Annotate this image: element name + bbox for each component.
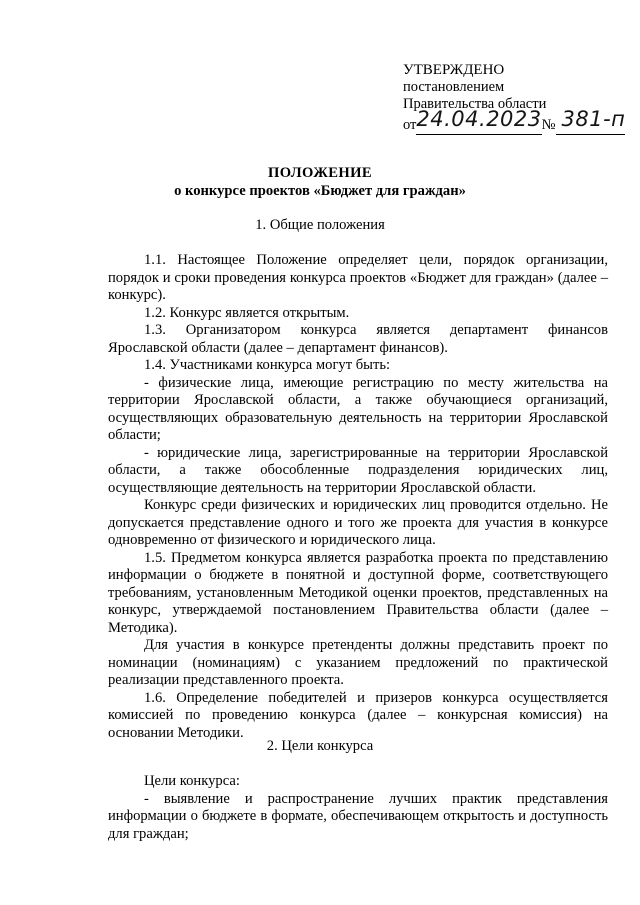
paragraph-participation: Для участия в конкурсе претенденты должны представить проект по номинации (номинациям) с указанием предложений по практической реализации представленного проекта. [108, 637, 608, 688]
section-heading-2: 2. Цели конкурса [266, 738, 374, 754]
approval-authority: Правительства области [403, 96, 547, 112]
section-heading-1: 1. Общие положения [255, 217, 385, 233]
document-subtitle: о конкурсе проектов «Бюджет для граждан» [174, 183, 466, 199]
paragraph-1-6: 1.6. Определение победителей и призеров конкурса осуществляется комиссией по проведению конкурса (далее – конкурсная комиссия) на основании Методики. [108, 689, 608, 741]
paragraph-separate-competition: Конкурс среди физических и юридических лиц проводится отдельно. Не допускается представление одного и того же проекта для участия в конкурсе одновременно от физического и юридического лица. [108, 497, 608, 548]
paragraph-1-5: 1.5. Предметом конкурса является разработка проекта по представлению информации о бюджете в понятной и доступной форме, соответствующего требованиям, установленным Методикой оценки проектов, представленных на конкурс, утверждаемой постановлением Правительства области (далее – Методика). [108, 549, 608, 636]
section-2-body [108, 773, 608, 843]
section-1-body [108, 252, 608, 742]
goal-item: - выявление и распространение лучших практик представления информации о бюджете в формате, обеспечивающем открытость и доступность для граждан; [108, 790, 608, 842]
approval-date-number-line [403, 107, 626, 135]
approval-by: постановлением [403, 79, 505, 95]
section-2-intro: Цели конкурса: [144, 773, 240, 789]
number-blank [556, 107, 626, 135]
list-item-legal-entities: - юридические лица, зарегистрированные на территории Ярославской области, а также обособленные подразделения юридических лиц, осуществляющие деятельность на территории Ярославской области. [108, 444, 608, 496]
handwritten-number: 381-п [561, 107, 626, 131]
from-prefix: от [403, 117, 417, 133]
approval-heading: УТВЕРЖДЕНО [403, 62, 505, 78]
paragraph-1-2: 1.2. Конкурс является открытым. [144, 304, 350, 321]
date-blank [416, 107, 542, 135]
paragraph-1-1: 1.1. Настоящее Положение определяет цели, порядок организации, порядок и сроки проведения конкурса проектов «Бюджет для граждан» (далее – конкурс). [108, 252, 608, 303]
document-title-block [0, 164, 640, 200]
list-item-individuals: - физические лица, имеющие регистрацию по месту жительства на территории Ярославской области, а также обучающиеся организаций, осуществляющих образовательную деятельность на территории Ярославской области; [108, 374, 608, 443]
number-prefix: № [541, 117, 556, 133]
approval-block [403, 62, 625, 135]
handwritten-date: 24.04.2023 [416, 107, 542, 131]
paragraph-1-3: 1.3. Организатором конкурса является департамент финансов Ярославской области (далее – департамент финансов). [108, 322, 608, 356]
paragraph-1-4: 1.4. Участниками конкурса могут быть: [144, 357, 391, 373]
document-title: ПОЛОЖЕНИЕ [267, 165, 373, 181]
